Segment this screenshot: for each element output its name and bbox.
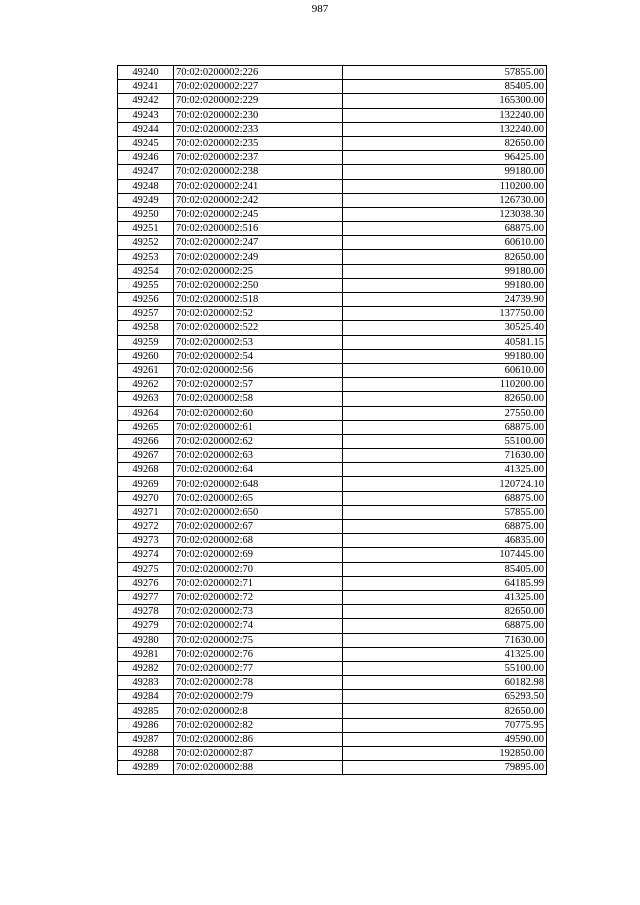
cadastral-value-cell: 99180.00 xyxy=(343,165,547,179)
table-row xyxy=(118,463,547,477)
row-number-cell: 49266 xyxy=(118,434,174,448)
cadastral-number-cell: 70:02:0200002:69 xyxy=(174,548,343,562)
row-number-cell: 49261 xyxy=(118,363,174,377)
cadastral-value-cell: 123038.30 xyxy=(343,207,547,221)
cadastral-value-cell: 96425.00 xyxy=(343,151,547,165)
cadastral-number-cell: 70:02:0200002:518 xyxy=(174,293,343,307)
row-number-cell: 49275 xyxy=(118,562,174,576)
table-row xyxy=(118,122,547,136)
row-number-cell: 49255 xyxy=(118,278,174,292)
table-row xyxy=(118,747,547,761)
table-row xyxy=(118,491,547,505)
cadastral-value-cell: 65293.50 xyxy=(343,690,547,704)
table-row xyxy=(118,378,547,392)
row-number-cell: 49262 xyxy=(118,378,174,392)
cadastral-value-cell: 132240.00 xyxy=(343,122,547,136)
cadastral-value-cell: 192850.00 xyxy=(343,747,547,761)
cadastral-number-cell: 70:02:0200002:53 xyxy=(174,335,343,349)
cadastral-value-cell: 71630.00 xyxy=(343,633,547,647)
row-number-cell: 49273 xyxy=(118,534,174,548)
table-row xyxy=(118,619,547,633)
cadastral-number-cell: 70:02:0200002:75 xyxy=(174,633,343,647)
table-row xyxy=(118,690,547,704)
cadastral-value-cell: 120724.10 xyxy=(343,477,547,491)
row-number-cell: 49280 xyxy=(118,633,174,647)
cadastral-number-cell: 70:02:0200002:60 xyxy=(174,406,343,420)
cadastral-number-cell: 70:02:0200002:74 xyxy=(174,619,343,633)
cadastral-number-cell: 70:02:0200002:73 xyxy=(174,605,343,619)
table-row xyxy=(118,80,547,94)
table-row xyxy=(118,193,547,207)
table-row xyxy=(118,293,547,307)
table-row xyxy=(118,222,547,236)
row-number-cell: 49268 xyxy=(118,463,174,477)
row-number-cell: 49256 xyxy=(118,293,174,307)
table-row xyxy=(118,207,547,221)
cadastral-value-cell: 71630.00 xyxy=(343,449,547,463)
row-number-cell: 49279 xyxy=(118,619,174,633)
row-number-cell: 49271 xyxy=(118,505,174,519)
table-row xyxy=(118,534,547,548)
row-number-cell: 49248 xyxy=(118,179,174,193)
cadastral-number-cell: 70:02:0200002:67 xyxy=(174,520,343,534)
table-row xyxy=(118,718,547,732)
table-row xyxy=(118,704,547,718)
row-number-cell: 49287 xyxy=(118,732,174,746)
table-row xyxy=(118,165,547,179)
table-row xyxy=(118,136,547,150)
row-number-cell: 49249 xyxy=(118,193,174,207)
cadastral-number-cell: 70:02:0200002:64 xyxy=(174,463,343,477)
cadastral-number-cell: 70:02:0200002:247 xyxy=(174,236,343,250)
cadastral-value-cell: 85405.00 xyxy=(343,562,547,576)
cadastral-number-cell: 70:02:0200002:70 xyxy=(174,562,343,576)
cadastral-number-cell: 70:02:0200002:516 xyxy=(174,222,343,236)
table-row xyxy=(118,321,547,335)
cadastral-number-cell: 70:02:0200002:25 xyxy=(174,264,343,278)
table-row xyxy=(118,520,547,534)
cadastral-value-cell: 60610.00 xyxy=(343,363,547,377)
cadastral-number-cell: 70:02:0200002:61 xyxy=(174,420,343,434)
table-row xyxy=(118,590,547,604)
cadastral-value-cell: 70775.95 xyxy=(343,718,547,732)
row-number-cell: 49288 xyxy=(118,747,174,761)
cadastral-number-cell: 70:02:0200002:233 xyxy=(174,122,343,136)
table-row xyxy=(118,66,547,80)
table-row xyxy=(118,449,547,463)
cadastral-number-cell: 70:02:0200002:88 xyxy=(174,761,343,775)
cadastral-value-cell: 132240.00 xyxy=(343,108,547,122)
cadastral-number-cell: 70:02:0200002:54 xyxy=(174,349,343,363)
row-number-cell: 49253 xyxy=(118,250,174,264)
table-row xyxy=(118,562,547,576)
cadastral-number-cell: 70:02:0200002:245 xyxy=(174,207,343,221)
row-number-cell: 49246 xyxy=(118,151,174,165)
row-number-cell: 49245 xyxy=(118,136,174,150)
cadastral-number-cell: 70:02:0200002:250 xyxy=(174,278,343,292)
cadastral-value-cell: 57855.00 xyxy=(343,505,547,519)
table-row xyxy=(118,392,547,406)
cadastral-number-cell: 70:02:0200002:235 xyxy=(174,136,343,150)
row-number-cell: 49285 xyxy=(118,704,174,718)
cadastral-value-cell: 107445.00 xyxy=(343,548,547,562)
cadastral-value-cell: 68875.00 xyxy=(343,491,547,505)
row-number-cell: 49251 xyxy=(118,222,174,236)
table-row xyxy=(118,761,547,775)
table-row xyxy=(118,108,547,122)
cadastral-number-cell: 70:02:0200002:227 xyxy=(174,80,343,94)
cadastral-value-cell: 110200.00 xyxy=(343,378,547,392)
row-number-cell: 49272 xyxy=(118,520,174,534)
cadastral-value-cell: 68875.00 xyxy=(343,619,547,633)
cadastral-number-cell: 70:02:0200002:65 xyxy=(174,491,343,505)
cadastral-value-cell: 41325.00 xyxy=(343,463,547,477)
page-number: 987 xyxy=(311,3,329,15)
table-row xyxy=(118,548,547,562)
table-row xyxy=(118,732,547,746)
row-number-cell: 49267 xyxy=(118,449,174,463)
table-row xyxy=(118,661,547,675)
table-row xyxy=(118,406,547,420)
cadastral-number-cell: 70:02:0200002:63 xyxy=(174,449,343,463)
cadastral-value-cell: 30525.40 xyxy=(343,321,547,335)
table-body xyxy=(118,66,547,775)
cadastral-value-cell: 85405.00 xyxy=(343,80,547,94)
row-number-cell: 49247 xyxy=(118,165,174,179)
row-number-cell: 49276 xyxy=(118,576,174,590)
cadastral-number-cell: 70:02:0200002:238 xyxy=(174,165,343,179)
cadastral-value-cell: 68875.00 xyxy=(343,520,547,534)
row-number-cell: 49283 xyxy=(118,676,174,690)
cadastral-value-cell: 27550.00 xyxy=(343,406,547,420)
row-number-cell: 49269 xyxy=(118,477,174,491)
row-number-cell: 49282 xyxy=(118,661,174,675)
cadastral-value-cell: 137750.00 xyxy=(343,307,547,321)
table-row xyxy=(118,236,547,250)
table-row xyxy=(118,647,547,661)
row-number-cell: 49265 xyxy=(118,420,174,434)
row-number-cell: 49260 xyxy=(118,349,174,363)
table-row xyxy=(118,633,547,647)
cadastral-value-cell: 57855.00 xyxy=(343,66,547,80)
cadastral-value-cell: 46835.00 xyxy=(343,534,547,548)
cadastral-value-table xyxy=(117,65,547,775)
row-number-cell: 49242 xyxy=(118,94,174,108)
table-row xyxy=(118,576,547,590)
cadastral-value-cell: 55100.00 xyxy=(343,434,547,448)
cadastral-value-cell: 82650.00 xyxy=(343,704,547,718)
cadastral-value-cell: 41325.00 xyxy=(343,647,547,661)
cadastral-number-cell: 70:02:0200002:72 xyxy=(174,590,343,604)
row-number-cell: 49284 xyxy=(118,690,174,704)
table-row xyxy=(118,477,547,491)
table-row xyxy=(118,363,547,377)
cadastral-number-cell: 70:02:0200002:241 xyxy=(174,179,343,193)
cadastral-value-cell: 82650.00 xyxy=(343,136,547,150)
table-row xyxy=(118,676,547,690)
row-number-cell: 49259 xyxy=(118,335,174,349)
table-row xyxy=(118,250,547,264)
cadastral-number-cell: 70:02:0200002:648 xyxy=(174,477,343,491)
row-number-cell: 49270 xyxy=(118,491,174,505)
cadastral-number-cell: 70:02:0200002:650 xyxy=(174,505,343,519)
row-number-cell: 49250 xyxy=(118,207,174,221)
cadastral-number-cell: 70:02:0200002:8 xyxy=(174,704,343,718)
row-number-cell: 49257 xyxy=(118,307,174,321)
row-number-cell: 49252 xyxy=(118,236,174,250)
row-number-cell: 49240 xyxy=(118,66,174,80)
table-row xyxy=(118,434,547,448)
row-number-cell: 49278 xyxy=(118,605,174,619)
cadastral-value-cell: 68875.00 xyxy=(343,420,547,434)
row-number-cell: 49263 xyxy=(118,392,174,406)
cadastral-value-cell: 110200.00 xyxy=(343,179,547,193)
cadastral-value-cell: 165300.00 xyxy=(343,94,547,108)
row-number-cell: 49274 xyxy=(118,548,174,562)
cadastral-number-cell: 70:02:0200002:79 xyxy=(174,690,343,704)
cadastral-number-cell: 70:02:0200002:249 xyxy=(174,250,343,264)
table-row xyxy=(118,349,547,363)
cadastral-value-cell: 126730.00 xyxy=(343,193,547,207)
cadastral-value-cell: 99180.00 xyxy=(343,264,547,278)
cadastral-value-cell: 60610.00 xyxy=(343,236,547,250)
cadastral-number-cell: 70:02:0200002:78 xyxy=(174,676,343,690)
row-number-cell: 49254 xyxy=(118,264,174,278)
row-number-cell: 49244 xyxy=(118,122,174,136)
table-row xyxy=(118,94,547,108)
table-row xyxy=(118,420,547,434)
cadastral-value-cell: 60182.98 xyxy=(343,676,547,690)
cadastral-value-cell: 68875.00 xyxy=(343,222,547,236)
cadastral-number-cell: 70:02:0200002:230 xyxy=(174,108,343,122)
cadastral-value-cell: 99180.00 xyxy=(343,278,547,292)
cadastral-number-cell: 70:02:0200002:76 xyxy=(174,647,343,661)
cadastral-number-cell: 70:02:0200002:62 xyxy=(174,434,343,448)
cadastral-number-cell: 70:02:0200002:237 xyxy=(174,151,343,165)
cadastral-number-cell: 70:02:0200002:68 xyxy=(174,534,343,548)
table-row xyxy=(118,278,547,292)
table-row xyxy=(118,151,547,165)
row-number-cell: 49289 xyxy=(118,761,174,775)
table-row xyxy=(118,179,547,193)
cadastral-value-cell: 82650.00 xyxy=(343,605,547,619)
cadastral-number-cell: 70:02:0200002:87 xyxy=(174,747,343,761)
cadastral-number-cell: 70:02:0200002:57 xyxy=(174,378,343,392)
row-number-cell: 49277 xyxy=(118,590,174,604)
table-row xyxy=(118,505,547,519)
table-row xyxy=(118,605,547,619)
cadastral-number-cell: 70:02:0200002:82 xyxy=(174,718,343,732)
cadastral-number-cell: 70:02:0200002:58 xyxy=(174,392,343,406)
cadastral-value-cell: 99180.00 xyxy=(343,349,547,363)
cadastral-number-cell: 70:02:0200002:52 xyxy=(174,307,343,321)
cadastral-number-cell: 70:02:0200002:56 xyxy=(174,363,343,377)
table-row xyxy=(118,264,547,278)
cadastral-value-cell: 49590.00 xyxy=(343,732,547,746)
table-row xyxy=(118,307,547,321)
cadastral-value-cell: 55100.00 xyxy=(343,661,547,675)
cadastral-number-cell: 70:02:0200002:229 xyxy=(174,94,343,108)
cadastral-number-cell: 70:02:0200002:226 xyxy=(174,66,343,80)
cadastral-value-cell: 82650.00 xyxy=(343,250,547,264)
cadastral-number-cell: 70:02:0200002:77 xyxy=(174,661,343,675)
row-number-cell: 49281 xyxy=(118,647,174,661)
row-number-cell: 49258 xyxy=(118,321,174,335)
cadastral-number-cell: 70:02:0200002:522 xyxy=(174,321,343,335)
row-number-cell: 49286 xyxy=(118,718,174,732)
cadastral-value-cell: 64185.99 xyxy=(343,576,547,590)
cadastral-number-cell: 70:02:0200002:242 xyxy=(174,193,343,207)
cadastral-value-cell: 79895.00 xyxy=(343,761,547,775)
cadastral-number-cell: 70:02:0200002:71 xyxy=(174,576,343,590)
cadastral-value-cell: 41325.00 xyxy=(343,590,547,604)
cadastral-value-cell: 82650.00 xyxy=(343,392,547,406)
row-number-cell: 49264 xyxy=(118,406,174,420)
row-number-cell: 49241 xyxy=(118,80,174,94)
cadastral-value-cell: 40581.15 xyxy=(343,335,547,349)
cadastral-number-cell: 70:02:0200002:86 xyxy=(174,732,343,746)
table-row xyxy=(118,335,547,349)
row-number-cell: 49243 xyxy=(118,108,174,122)
cadastral-value-cell: 24739.90 xyxy=(343,293,547,307)
